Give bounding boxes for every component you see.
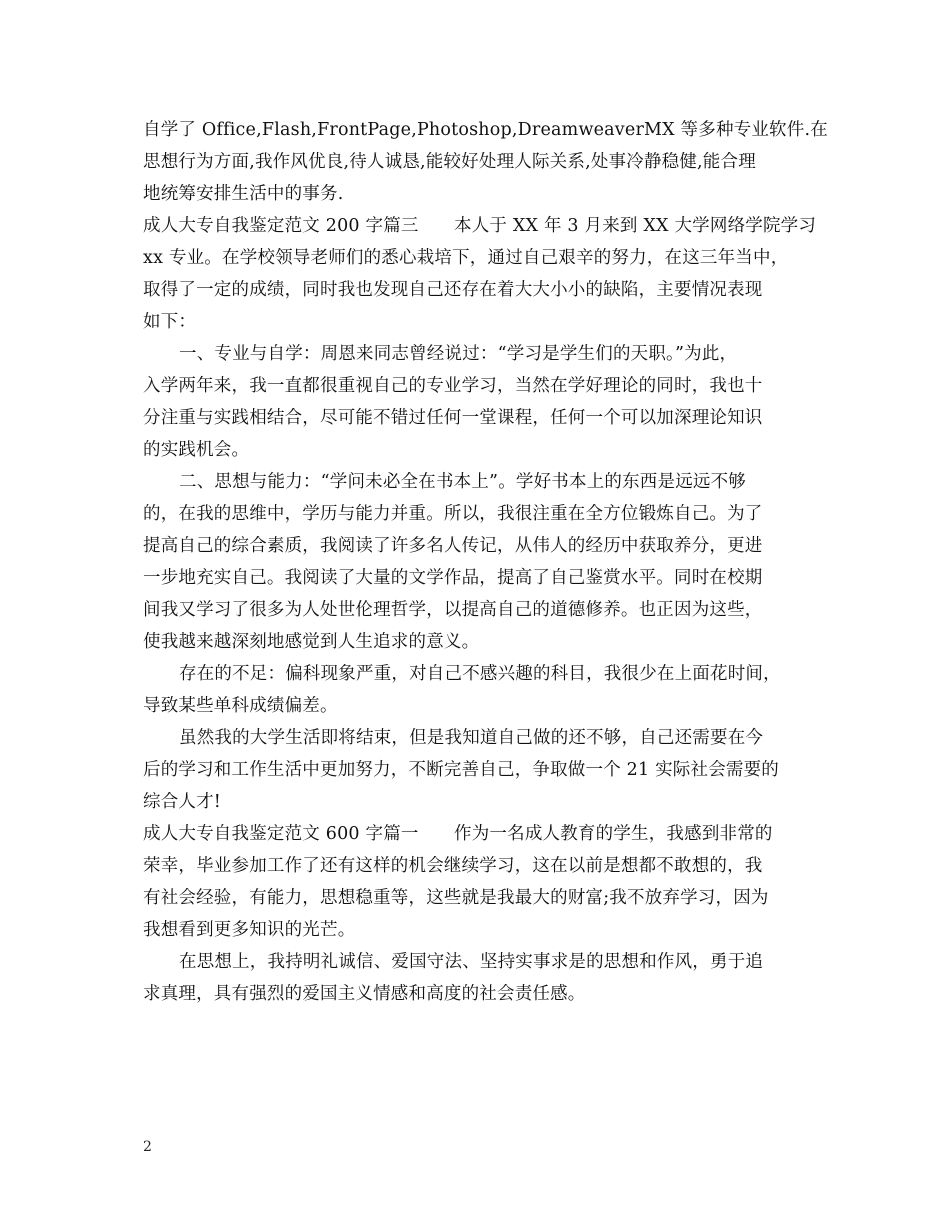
- paragraph-first-line: 在思想上，我持明礼诚信、爱国守法、坚持实事求是的思想和作风，勇于追: [179, 952, 764, 972]
- paragraph-first-line: 虽然我的大学生活即将结束，但是我知道自己做的还不够，自己还需要在今: [179, 728, 764, 748]
- text-line: 有社会经验，有能力，思想稳重等，这些就是我最大的财富;我不放弃学习，因为: [143, 888, 769, 908]
- paragraph-first-line: 存在的不足：偏科现象严重，对自己不感兴趣的科目，我很少在上面花时间，: [179, 664, 781, 684]
- text-line: 自学了 Office,Flash,FrontPage,Photoshop,DreamweaverMX 等多种专业软件.在: [143, 120, 828, 140]
- text-line: 取得了一定的成绩，同时我也发现自己还存在着大大小小的缺陷，主要情况表现: [143, 280, 763, 300]
- text-line: 荣幸，毕业参加工作了还有这样的机会继续学习，这在以前是想都不敢想的，我: [143, 856, 763, 876]
- text-line: 分注重与实践相结合，尽可能不错过任何一堂课程，任何一个可以加深理论知识: [143, 408, 763, 428]
- document-body: [143, 114, 828, 1010]
- text-line: 如下：: [143, 312, 197, 332]
- text-line: 的实践机会。: [143, 440, 250, 460]
- text-line: 入学两年来，我一直都很重视自己的专业学习，当然在学好理论的同时，我也十: [143, 376, 763, 396]
- text-line: 综合人才!: [143, 792, 222, 812]
- text-line: 求真理，具有强烈的爱国主义情感和高度的社会责任感。: [143, 984, 586, 1004]
- text-line: 后的学习和工作生活中更加努力，不断完善自己，争取做一个 21 实际社会需要的: [143, 760, 779, 780]
- text-line: 导致某些单科成绩偏差。: [143, 696, 338, 716]
- text-line: xx 专业。在学校领导老师们的悉心栽培下，通过自己艰辛的努力，在这三年当中，: [143, 248, 789, 268]
- text-line: 使我越来越深刻地感觉到人生追求的意义。: [143, 632, 480, 652]
- section-heading-line: 成人大专自我鉴定范文 200 字篇三 本人于 XX 年 3 月来到 XX 大学网络学院学习: [143, 216, 817, 236]
- text-line: 思想行为方面,我作风优良,待人诚恳,能较好处理人际关系,处事冷静稳健,能合理: [143, 152, 756, 172]
- text-line: 地统筹安排生活中的事务.: [143, 184, 344, 204]
- text-line: 我想看到更多知识的光芒。: [143, 920, 356, 940]
- text-line: 提高自己的综合素质，我阅读了许多名人传记，从伟人的经历中获取养分，更进: [143, 536, 763, 556]
- text-line: 的，在我的思维中，学历与能力并重。所以，我很注重在全方位锻炼自己。为了: [143, 504, 763, 524]
- page-number: 2: [143, 1139, 152, 1155]
- text-line: 一步地充实自己。我阅读了大量的文学作品，提高了自己鉴赏水平。同时在校期: [143, 568, 763, 588]
- paragraph-first-line: 二、思想与能力：“学问未必全在书本上”。学好书本上的东西是远远不够: [179, 472, 746, 492]
- section-heading-line: 成人大专自我鉴定范文 600 字篇一 作为一名成人教育的学生，我感到非常的: [143, 824, 773, 844]
- text-line: 间我又学习了很多为人处世伦理哲学，以提高自己的道德修养。也正因为这些，: [143, 600, 763, 620]
- paragraph-first-line: 一、专业与自学：周恩来同志曾经说过：“学习是学生们的天职。”为此，: [179, 344, 738, 364]
